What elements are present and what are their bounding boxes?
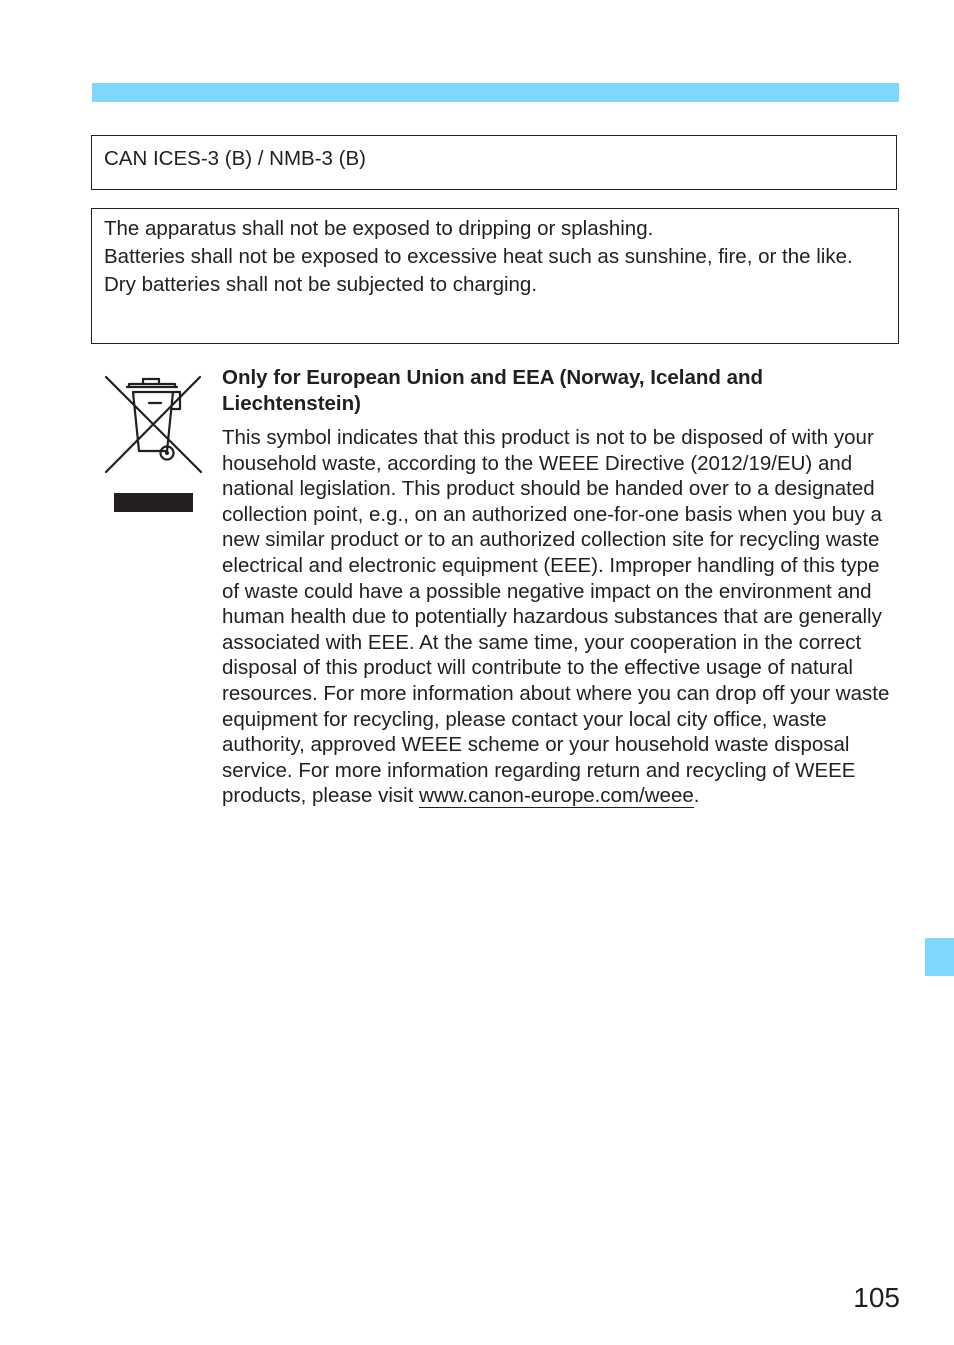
safety-line-dripping: The apparatus shall not be exposed to dripping or splashing. (104, 217, 654, 240)
weee-section (222, 365, 890, 809)
weee-body-trailing: . (693, 784, 700, 808)
ices-compliance-text: CAN ICES-3 (B) / NMB-3 (B) (104, 147, 366, 170)
weee-title: Only for European Union and EEA (Norway, Iceland and Liechtenstein) (222, 366, 764, 415)
safety-line-heat: Batteries shall not be exposed to excessive heat such as sunshine, fire, or the like. (104, 245, 853, 268)
side-index-tab (925, 938, 954, 976)
header-color-bar (92, 83, 899, 102)
weee-body (222, 425, 890, 809)
safety-line-charging: Dry batteries shall not be subjected to charging. (104, 273, 538, 296)
weee-body-text: This symbol indicates that this product is not to be disposed of with your household waste, according to the WEEE Directive (2012/19/EU) and national legislation. This product should be handed over to a designated collection point, e.g., on an authorized one-for-one basis when you buy a new similar product or to an authorized collection site for recycling waste electrical and electronic equipment (EEE). Improper handling of this type of waste could have a possible negative impact on the environment and human health due to potentially hazardous substances that are generally associated with EEE. At the same time, your cooperation in the correct disposal of this product will contribute to the effective usage of natural resources. For more information about where you can drop off your waste equipment for recycling, please contact your local city office, waste authority, approved WEEE scheme or your household waste disposal service. For more information regarding return and recycling of WEEE products, please visit (222, 426, 890, 808)
safety-notice-box (91, 208, 899, 344)
ices-compliance-box (91, 135, 897, 190)
crossed-out-wheelie-bin-icon (103, 373, 203, 513)
weee-link[interactable]: www.canon-europe.com/weee (419, 784, 694, 808)
page-number: 105 (853, 1282, 900, 1313)
